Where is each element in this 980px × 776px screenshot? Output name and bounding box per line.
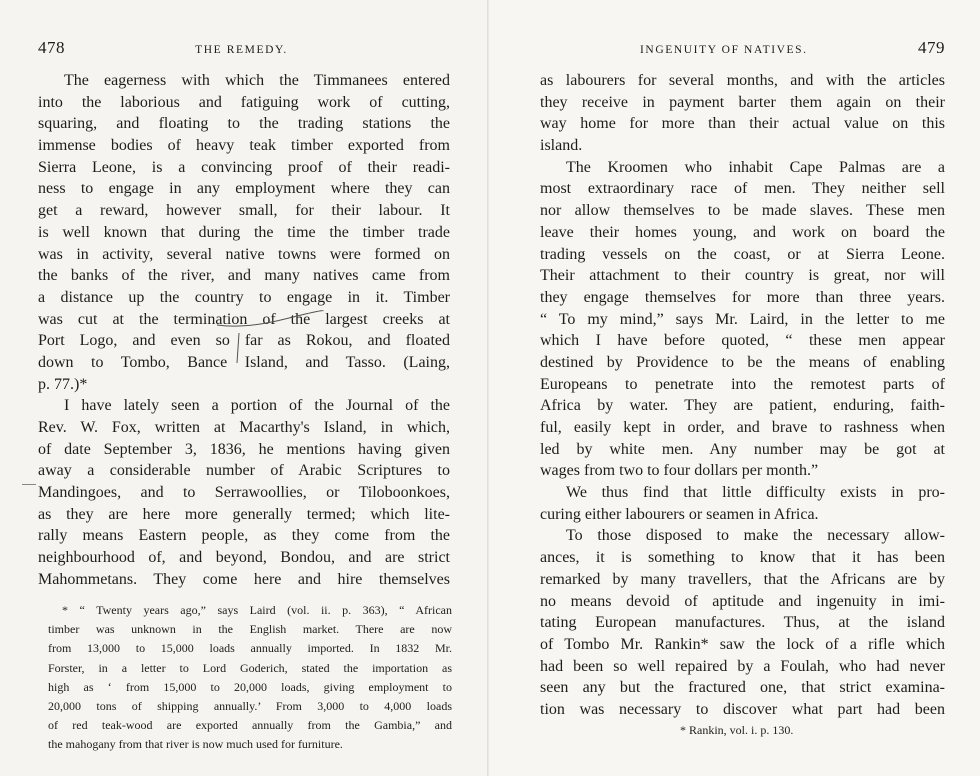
- right-page-body: [540, 70, 945, 721]
- right-page: [490, 0, 980, 776]
- margin-mark: [22, 484, 36, 485]
- text-line: they receive in payment barter them again on their: [540, 93, 945, 111]
- footnote-line: timber was unknown in the English market. There are now: [48, 622, 452, 637]
- footnote-line: 20,000 tons of shipping annually.’ From 3,000 to 4,000 loads: [48, 698, 452, 713]
- text-line: “ To my mind,” says Mr. Laird, in the letter to me: [540, 310, 945, 328]
- text-line: of date September 3, 1836, he mentions having given: [38, 440, 450, 458]
- text-line: away a considerable number of Arabic Scriptures to: [38, 462, 450, 480]
- text-line: down to Tombo, Bance Island, and Tasso. (Laing,: [38, 353, 450, 371]
- text-line: of Tombo Mr. Rankin* saw the lock of a rifle which: [540, 635, 945, 653]
- text-line: as they are here more generally termed; which lite-: [38, 505, 450, 523]
- left-page-number: 478: [38, 38, 65, 57]
- footnote-line: the mahogany from that river is now much used for furniture.: [48, 737, 343, 752]
- right-page-header: [640, 38, 945, 58]
- text-line: ness to engage in any employment where they can: [38, 180, 450, 198]
- text-line: the banks of the river, and many natives came from: [38, 267, 450, 285]
- text-line: I have lately seen a portion of the Journal of the: [64, 397, 450, 415]
- text-line: into the laborious and fatiguing work of cutting,: [38, 93, 450, 111]
- text-line: was cut at the termination of the largest creeks at: [38, 310, 450, 328]
- text-line: We thus find that little difficulty exists in pro-: [566, 484, 945, 502]
- text-line: tating European manufactures. Thus, at the island: [540, 614, 945, 632]
- text-line: way home for more than their actual value on this: [540, 115, 945, 133]
- text-line: tion was necessary to discover what part had been: [540, 700, 945, 718]
- text-line: they engage themselves for more than three years.: [540, 288, 945, 306]
- footnote-line: of red teak-wood are exported annually from the Gambia,” and: [48, 718, 452, 733]
- left-footnote: [48, 601, 452, 755]
- text-line: island.: [540, 137, 583, 155]
- text-line: To those disposed to make the necessary allow-: [566, 527, 945, 545]
- text-line: which I have before quoted, “ these men appear: [540, 332, 945, 350]
- text-line: a distance up the country to engage in it. Timber: [38, 288, 450, 306]
- text-line: Africa by water. They are patient, enduring, faith-: [540, 397, 945, 415]
- right-page-number: 479: [918, 38, 945, 57]
- text-line: wages from two to four dollars per month.”: [540, 462, 819, 480]
- text-line: remarked by many travellers, that the Africans are by: [540, 570, 945, 588]
- text-line: ful, easily kept in order, and brave to rashness when: [540, 419, 945, 436]
- text-line: rally means Eastern people, as they come from the: [38, 527, 450, 545]
- text-line: curing either labourers or seamen in Africa.: [540, 505, 819, 523]
- text-line: Sierra Leone, is a convincing proof of their readi-: [38, 158, 450, 176]
- footnote-line: * “ Twenty years ago,” says Laird (vol. ii. p. 363), “ African: [62, 603, 452, 617]
- text-line: destined by Providence to be the means of enabling: [540, 353, 945, 371]
- pencil-strike-mark: [215, 305, 325, 365]
- footnote-line: Forster, in a letter to Lord Goderich, stated the importation as: [48, 660, 452, 675]
- text-line: was in activity, several native towns were formed on: [38, 245, 450, 263]
- text-line: most extraordinary race of men. They neither sell: [540, 180, 945, 198]
- text-line: nor allow themselves to be made slaves. These men: [540, 202, 945, 220]
- text-line: is well known that during the time the timber trade: [38, 223, 450, 241]
- text-line: neighbourhood of, and beyond, Bondou, and are strict: [38, 549, 450, 567]
- text-line: The Kroomen who inhabit Cape Palmas are a: [566, 158, 945, 176]
- text-line: seen any but the fractured one, that strict examina-: [540, 679, 945, 697]
- text-line: Rev. W. Fox, written at Macarthy's Island, in which,: [38, 419, 450, 436]
- text-line: Mandingoes, and to Serrawoollies, or Tiloboonkoes,: [38, 484, 450, 502]
- text-line: trading vessels on the coast, or at Sierra Leone.: [540, 245, 945, 263]
- text-line: p. 77.)*: [38, 375, 88, 393]
- text-line: leave their homes young, and work on board the: [540, 223, 945, 241]
- right-footnote: * Rankin, vol. i. p. 130.: [680, 723, 794, 737]
- text-line: led by white men. Any number may be got at: [540, 440, 945, 458]
- right-running-head: INGENUITY OF NATIVES.: [640, 44, 808, 56]
- text-line: The eagerness with which the Timmanees entered: [64, 72, 450, 89]
- text-line: no means devoid of aptitude and ingenuity in imi-: [540, 592, 945, 610]
- text-line: squaring, and floating to the trading stations the: [38, 115, 450, 133]
- footnote-line: high as ‘ from 15,000 to 20,000 loads, giving employment to: [48, 679, 452, 694]
- text-line: Their attachment to their country is great, nor will: [540, 267, 945, 285]
- text-line: had been so well repaired by a Foulah, who had never: [540, 657, 945, 675]
- text-line: ances, it is something to know that it has been: [540, 549, 945, 567]
- left-page-header: [38, 38, 448, 58]
- left-running-head: THE REMEDY.: [195, 44, 288, 56]
- text-line: Port Logo, and even so far as Rokou, and floated: [38, 332, 450, 350]
- text-line: immense bodies of heavy teak timber exported from: [38, 137, 450, 155]
- footnote-line: from 13,000 to 15,000 loads annually imported. In 1832 Mr.: [48, 641, 452, 656]
- text-line: get a reward, however small, for their labour. It: [38, 202, 450, 220]
- text-line: Europeans to penetrate into the remotest parts of: [540, 375, 945, 393]
- text-line: as labourers for several months, and with the articles: [540, 72, 945, 89]
- text-line: Mahommetans. They come here and hire themselves: [38, 570, 450, 588]
